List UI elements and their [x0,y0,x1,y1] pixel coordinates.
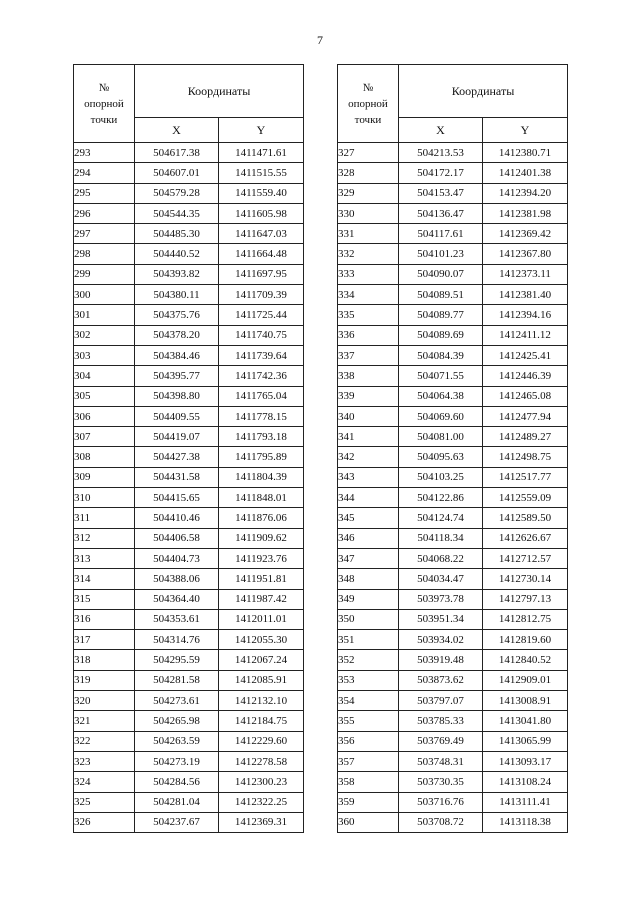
table-row [338,244,568,264]
point-number-cell: 354 [338,691,399,711]
table-row [74,630,304,650]
point-number-cell: 301 [74,305,135,325]
table-row [338,305,568,325]
y-coordinate-cell: 1412381.98 [483,203,568,223]
y-coordinate-cell: 1412085.91 [219,670,304,690]
y-coordinate-cell: 1413008.91 [483,691,568,711]
y-coordinate-cell: 1411795.89 [219,447,304,467]
point-number-cell: 357 [338,751,399,771]
point-number-cell: 345 [338,508,399,528]
table-row [74,691,304,711]
point-number-cell: 295 [74,183,135,203]
table-row [74,406,304,426]
point-number-cell: 308 [74,447,135,467]
table-row [338,488,568,508]
point-number-cell: 325 [74,792,135,812]
x-coordinate-cell: 504071.55 [399,366,483,386]
coordinates-header: Координаты [135,65,304,118]
x-coordinate-cell: 504384.46 [135,345,219,365]
point-number-cell: 326 [74,812,135,832]
point-number-cell: 336 [338,325,399,345]
y-coordinate-cell: 1412394.20 [483,183,568,203]
point-number-cell: 327 [338,143,399,163]
y-coordinate-cell: 1413065.99 [483,731,568,751]
y-coordinate-cell: 1411987.42 [219,589,304,609]
x-coordinate-cell: 504064.38 [399,386,483,406]
x-coordinate-cell: 504265.98 [135,711,219,731]
x-coordinate-cell: 504607.01 [135,163,219,183]
x-coordinate-cell: 504089.51 [399,285,483,305]
point-number-cell: 293 [74,143,135,163]
point-number-header-line: опорной [84,97,124,110]
y-coordinate-cell: 1412322.25 [219,792,304,812]
table-row [338,386,568,406]
x-coordinate-cell: 503919.48 [399,650,483,670]
table-row [74,264,304,284]
table-row [338,427,568,447]
y-coordinate-cell: 1413041.80 [483,711,568,731]
table-row [74,143,304,163]
table-row [74,325,304,345]
table-row [74,183,304,203]
point-number-cell: 340 [338,406,399,426]
point-number-cell: 300 [74,285,135,305]
y-coordinate-cell: 1412909.01 [483,670,568,690]
point-number-cell: 351 [338,630,399,650]
table-row [338,366,568,386]
table-row [74,427,304,447]
point-number-cell: 321 [74,711,135,731]
y-column-header: Y [483,118,568,143]
x-coordinate-cell: 504415.65 [135,488,219,508]
point-number-cell: 335 [338,305,399,325]
y-coordinate-cell: 1411742.36 [219,366,304,386]
x-coordinate-cell: 504314.76 [135,630,219,650]
point-number-cell: 322 [74,731,135,751]
x-coordinate-cell: 503873.62 [399,670,483,690]
point-number-cell: 299 [74,264,135,284]
table-row [338,731,568,751]
point-number-cell: 356 [338,731,399,751]
y-coordinate-cell: 1411471.61 [219,143,304,163]
y-coordinate-cell: 1412489.27 [483,427,568,447]
y-coordinate-cell: 1412380.71 [483,143,568,163]
y-coordinate-cell: 1411740.75 [219,325,304,345]
point-number-cell: 337 [338,345,399,365]
table-row [338,345,568,365]
y-coordinate-cell: 1413108.24 [483,772,568,792]
y-coordinate-cell: 1412381.40 [483,285,568,305]
point-number-cell: 330 [338,203,399,223]
y-coordinate-cell: 1411765.04 [219,386,304,406]
point-number-cell: 347 [338,548,399,568]
x-coordinate-cell: 504398.80 [135,386,219,406]
x-coordinate-cell: 504124.74 [399,508,483,528]
point-number-cell: 331 [338,224,399,244]
x-coordinate-cell: 504388.06 [135,569,219,589]
table-row [338,467,568,487]
x-coordinate-cell: 504122.86 [399,488,483,508]
point-number-header [74,65,135,143]
x-coordinate-cell: 504237.67 [135,812,219,832]
point-number-cell: 320 [74,691,135,711]
x-coordinate-cell: 504617.38 [135,143,219,163]
point-number-cell: 319 [74,670,135,690]
x-coordinate-cell: 503934.02 [399,630,483,650]
point-number-cell: 316 [74,609,135,629]
y-coordinate-cell: 1411923.76 [219,548,304,568]
point-number-cell: 359 [338,792,399,812]
table-row [338,406,568,426]
x-coordinate-cell: 503730.35 [399,772,483,792]
point-number-cell: 339 [338,386,399,406]
table-row [338,528,568,548]
x-coordinate-cell: 504034.47 [399,569,483,589]
y-coordinate-cell: 1412465.08 [483,386,568,406]
x-coordinate-cell: 504440.52 [135,244,219,264]
x-coordinate-cell: 503797.07 [399,691,483,711]
point-number-cell: 341 [338,427,399,447]
table-row [338,183,568,203]
x-coordinate-cell: 504068.22 [399,548,483,568]
y-coordinate-cell: 1412184.75 [219,711,304,731]
x-coordinate-cell: 504409.55 [135,406,219,426]
table-row [338,751,568,771]
table-row [74,589,304,609]
x-coordinate-cell: 504406.58 [135,528,219,548]
x-coordinate-cell: 504281.58 [135,670,219,690]
table-row [74,569,304,589]
x-coordinate-cell: 504089.77 [399,305,483,325]
x-coordinate-cell: 504084.39 [399,345,483,365]
x-coordinate-cell: 504263.59 [135,731,219,751]
x-coordinate-cell: 503748.31 [399,751,483,771]
point-number-header-line: опорной [348,97,388,110]
table-row [338,548,568,568]
x-coordinate-cell: 503708.72 [399,812,483,832]
table-row [74,508,304,528]
table-row [74,609,304,629]
y-coordinate-cell: 1411793.18 [219,427,304,447]
y-coordinate-cell: 1412011.01 [219,609,304,629]
point-number-header [338,65,399,143]
point-number-cell: 343 [338,467,399,487]
table-row [74,670,304,690]
point-number-cell: 353 [338,670,399,690]
y-coordinate-cell: 1412559.09 [483,488,568,508]
coordinates-header: Координаты [399,65,568,118]
y-coordinate-cell: 1412840.52 [483,650,568,670]
y-coordinate-cell: 1411709.39 [219,285,304,305]
point-number-cell: 329 [338,183,399,203]
x-coordinate-cell: 504081.00 [399,427,483,447]
point-number-cell: 328 [338,163,399,183]
point-number-cell: 311 [74,508,135,528]
y-coordinate-cell: 1413093.17 [483,751,568,771]
point-number-cell: 298 [74,244,135,264]
table-row [338,264,568,284]
point-number-cell: 334 [338,285,399,305]
table-row [74,488,304,508]
y-coordinate-cell: 1412812.75 [483,609,568,629]
y-coordinate-cell: 1412373.11 [483,264,568,284]
x-coordinate-cell: 503973.78 [399,589,483,609]
y-coordinate-cell: 1411739.64 [219,345,304,365]
x-column-header: X [399,118,483,143]
point-number-header-line: № [98,81,110,94]
point-number-cell: 305 [74,386,135,406]
table-row [74,467,304,487]
x-coordinate-cell: 503951.34 [399,609,483,629]
y-coordinate-cell: 1413111.41 [483,792,568,812]
table-row [338,325,568,345]
x-coordinate-cell: 503785.33 [399,711,483,731]
page-number: 7 [317,33,323,47]
table-row [74,812,304,832]
y-coordinate-cell: 1412229.60 [219,731,304,751]
x-column-header: X [135,118,219,143]
x-coordinate-cell: 504395.77 [135,366,219,386]
x-coordinate-cell: 504273.19 [135,751,219,771]
x-coordinate-cell: 504213.53 [399,143,483,163]
table-row [74,548,304,568]
point-number-cell: 315 [74,589,135,609]
y-coordinate-cell: 1412132.10 [219,691,304,711]
y-coordinate-cell: 1413118.38 [483,812,568,832]
table-row [338,650,568,670]
y-coordinate-cell: 1411664.48 [219,244,304,264]
table-row [338,447,568,467]
table-row [74,345,304,365]
y-coordinate-cell: 1412498.75 [483,447,568,467]
y-coordinate-cell: 1411804.39 [219,467,304,487]
point-number-cell: 313 [74,548,135,568]
x-coordinate-cell: 504393.82 [135,264,219,284]
point-number-cell: 344 [338,488,399,508]
x-coordinate-cell: 504375.76 [135,305,219,325]
x-coordinate-cell: 504431.58 [135,467,219,487]
y-coordinate-cell: 1412369.31 [219,812,304,832]
point-number-cell: 346 [338,528,399,548]
x-coordinate-cell: 504095.63 [399,447,483,467]
y-coordinate-cell: 1412477.94 [483,406,568,426]
table-row [338,792,568,812]
point-number-cell: 307 [74,427,135,447]
y-coordinate-cell: 1411848.01 [219,488,304,508]
point-number-cell: 309 [74,467,135,487]
x-coordinate-cell: 504544.35 [135,203,219,223]
x-coordinate-cell: 504284.56 [135,772,219,792]
point-number-cell: 302 [74,325,135,345]
y-coordinate-cell: 1412278.58 [219,751,304,771]
point-number-cell: 333 [338,264,399,284]
y-coordinate-cell: 1412626.67 [483,528,568,548]
y-coordinate-cell: 1411647.03 [219,224,304,244]
point-number-cell: 314 [74,569,135,589]
table-row [74,528,304,548]
table-row [338,609,568,629]
table-row [74,711,304,731]
y-coordinate-cell: 1411876.06 [219,508,304,528]
point-number-cell: 352 [338,650,399,670]
coordinates-table-right [337,64,568,833]
y-coordinate-cell: 1411697.95 [219,264,304,284]
table-row [74,203,304,223]
table-row [74,731,304,751]
table-row [338,143,568,163]
y-coordinate-cell: 1411778.15 [219,406,304,426]
x-coordinate-cell: 504378.20 [135,325,219,345]
y-coordinate-cell: 1412369.42 [483,224,568,244]
y-coordinate-cell: 1411725.44 [219,305,304,325]
x-coordinate-cell: 504364.40 [135,589,219,609]
point-number-cell: 349 [338,589,399,609]
y-coordinate-cell: 1412055.30 [219,630,304,650]
y-coordinate-cell: 1412797.13 [483,589,568,609]
table-row [338,630,568,650]
y-coordinate-cell: 1412067.24 [219,650,304,670]
y-coordinate-cell: 1412300.23 [219,772,304,792]
y-coordinate-cell: 1411515.55 [219,163,304,183]
y-coordinate-cell: 1412425.41 [483,345,568,365]
point-number-cell: 294 [74,163,135,183]
table-row [74,792,304,812]
x-coordinate-cell: 504281.04 [135,792,219,812]
x-coordinate-cell: 504089.69 [399,325,483,345]
y-coordinate-cell: 1412819.60 [483,630,568,650]
point-number-cell: 318 [74,650,135,670]
point-number-cell: 296 [74,203,135,223]
y-coordinate-cell: 1411909.62 [219,528,304,548]
x-coordinate-cell: 504117.61 [399,224,483,244]
x-coordinate-cell: 504419.07 [135,427,219,447]
y-column-header: Y [219,118,304,143]
table-row [338,772,568,792]
point-number-cell: 355 [338,711,399,731]
x-coordinate-cell: 504353.61 [135,609,219,629]
x-coordinate-cell: 504103.25 [399,467,483,487]
y-coordinate-cell: 1412730.14 [483,569,568,589]
table-row [74,305,304,325]
table-row [338,508,568,528]
point-number-cell: 310 [74,488,135,508]
point-number-cell: 323 [74,751,135,771]
y-coordinate-cell: 1412411.12 [483,325,568,345]
table-row [74,366,304,386]
y-coordinate-cell: 1411605.98 [219,203,304,223]
point-number-cell: 306 [74,406,135,426]
point-number-cell: 332 [338,244,399,264]
table-row [74,285,304,305]
point-number-cell: 317 [74,630,135,650]
x-coordinate-cell: 504380.11 [135,285,219,305]
point-number-header-line: точки [90,113,118,126]
table-row [74,772,304,792]
x-coordinate-cell: 504485.30 [135,224,219,244]
y-coordinate-cell: 1412517.77 [483,467,568,487]
x-coordinate-cell: 504090.07 [399,264,483,284]
table-row [338,285,568,305]
x-coordinate-cell: 504153.47 [399,183,483,203]
table-row [338,224,568,244]
point-number-cell: 358 [338,772,399,792]
point-number-cell: 303 [74,345,135,365]
point-number-cell: 360 [338,812,399,832]
point-number-cell: 338 [338,366,399,386]
coordinates-table-left [73,64,304,833]
y-coordinate-cell: 1411951.81 [219,569,304,589]
x-coordinate-cell: 504579.28 [135,183,219,203]
table-row [74,650,304,670]
x-coordinate-cell: 504273.61 [135,691,219,711]
y-coordinate-cell: 1412367.80 [483,244,568,264]
table-row [74,224,304,244]
table-row [338,589,568,609]
x-coordinate-cell: 504404.73 [135,548,219,568]
x-coordinate-cell: 504136.47 [399,203,483,223]
table-row [338,163,568,183]
y-coordinate-cell: 1412589.50 [483,508,568,528]
point-number-cell: 304 [74,366,135,386]
x-coordinate-cell: 504118.34 [399,528,483,548]
x-coordinate-cell: 503716.76 [399,792,483,812]
x-coordinate-cell: 504172.17 [399,163,483,183]
point-number-header-line: точки [354,113,382,126]
y-coordinate-cell: 1412394.16 [483,305,568,325]
table-row [74,386,304,406]
point-number-cell: 348 [338,569,399,589]
x-coordinate-cell: 504295.59 [135,650,219,670]
table-row [338,812,568,832]
table-row [338,711,568,731]
table-row [74,751,304,771]
x-coordinate-cell: 503769.49 [399,731,483,751]
y-coordinate-cell: 1412446.39 [483,366,568,386]
point-number-cell: 324 [74,772,135,792]
y-coordinate-cell: 1412401.38 [483,163,568,183]
point-number-cell: 297 [74,224,135,244]
point-number-cell: 342 [338,447,399,467]
table-row [338,569,568,589]
table-row [338,203,568,223]
point-number-header-line: № [362,81,374,94]
point-number-cell: 350 [338,609,399,629]
table-row [338,670,568,690]
x-coordinate-cell: 504410.46 [135,508,219,528]
table-row [338,691,568,711]
x-coordinate-cell: 504069.60 [399,406,483,426]
table-row [74,163,304,183]
x-coordinate-cell: 504101.23 [399,244,483,264]
point-number-cell: 312 [74,528,135,548]
y-coordinate-cell: 1412712.57 [483,548,568,568]
x-coordinate-cell: 504427.38 [135,447,219,467]
y-coordinate-cell: 1411559.40 [219,183,304,203]
table-row [74,244,304,264]
table-row [74,447,304,467]
